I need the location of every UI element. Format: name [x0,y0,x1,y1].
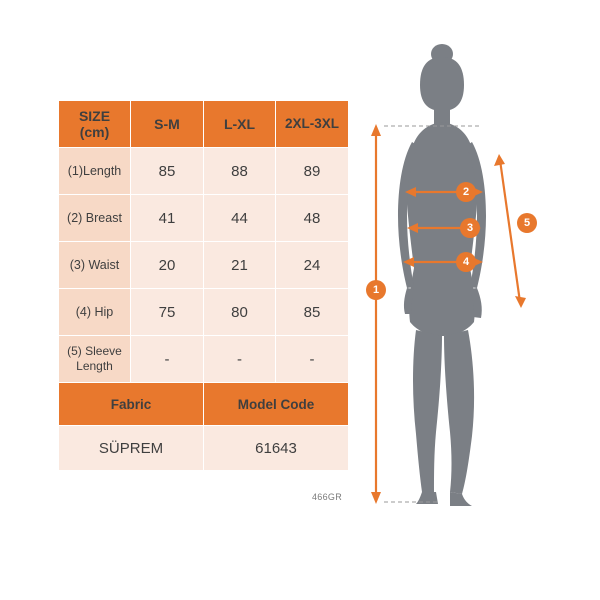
header-col-l-xl: L-XL [204,101,276,148]
row-label-waist: (3) Waist [59,242,131,289]
measurement-figure [360,30,590,530]
header-col-2xl-3xl: 2XL-3XL [276,101,349,148]
product-code-note: 466GR [312,492,343,502]
cell-sleeve-l-xl: - [204,336,276,383]
cell-breast-s-m: 41 [131,195,204,242]
table-header-row [59,101,349,148]
cell-waist-s-m: 20 [131,242,204,289]
footer-value-model-code: 61643 [204,426,349,471]
cell-hip-2xl-3xl: 85 [276,289,349,336]
row-label-sleeve-line1: (5) Sleeve [67,344,122,358]
footer-value-fabric: SÜPREM [59,426,204,471]
cell-sleeve-2xl-3xl: - [276,336,349,383]
marker-badge-1: 1 [366,280,386,300]
row-label-length: (1)Length [59,148,131,195]
marker-badge-3: 3 [460,218,480,238]
marker-badge-5: 5 [517,213,537,233]
body-silhouette-icon [360,30,590,530]
cell-length-2xl-3xl: 89 [276,148,349,195]
cell-sleeve-s-m: - [131,336,204,383]
table-row [59,336,349,383]
marker-badge-4: 4 [456,252,476,272]
table-row [59,289,349,336]
cell-waist-l-xl: 21 [204,242,276,289]
size-table [58,100,349,471]
size-table-container [58,100,348,471]
row-label-sleeve-line2: Length [76,359,113,373]
footer-header-model-code: Model Code [204,383,349,426]
header-size-line2: (cm) [79,124,110,140]
row-label-breast: (2) Breast [59,195,131,242]
cell-hip-s-m: 75 [131,289,204,336]
row-label-hip: (4) Hip [59,289,131,336]
table-row [59,242,349,289]
footer-header-fabric: Fabric [59,383,204,426]
cell-hip-l-xl: 80 [204,289,276,336]
table-footer-header-row [59,383,349,426]
table-row [59,195,349,242]
cell-length-l-xl: 88 [204,148,276,195]
table-row [59,148,349,195]
header-size-line1: SIZE [78,107,111,124]
row-label-sleeve-length [59,336,131,383]
marker-badge-2: 2 [456,182,476,202]
cell-breast-l-xl: 44 [204,195,276,242]
cell-breast-2xl-3xl: 48 [276,195,349,242]
table-footer-value-row [59,426,349,471]
cell-length-s-m: 85 [131,148,204,195]
header-size [59,101,131,148]
header-col-s-m: S-M [131,101,204,148]
cell-waist-2xl-3xl: 24 [276,242,349,289]
